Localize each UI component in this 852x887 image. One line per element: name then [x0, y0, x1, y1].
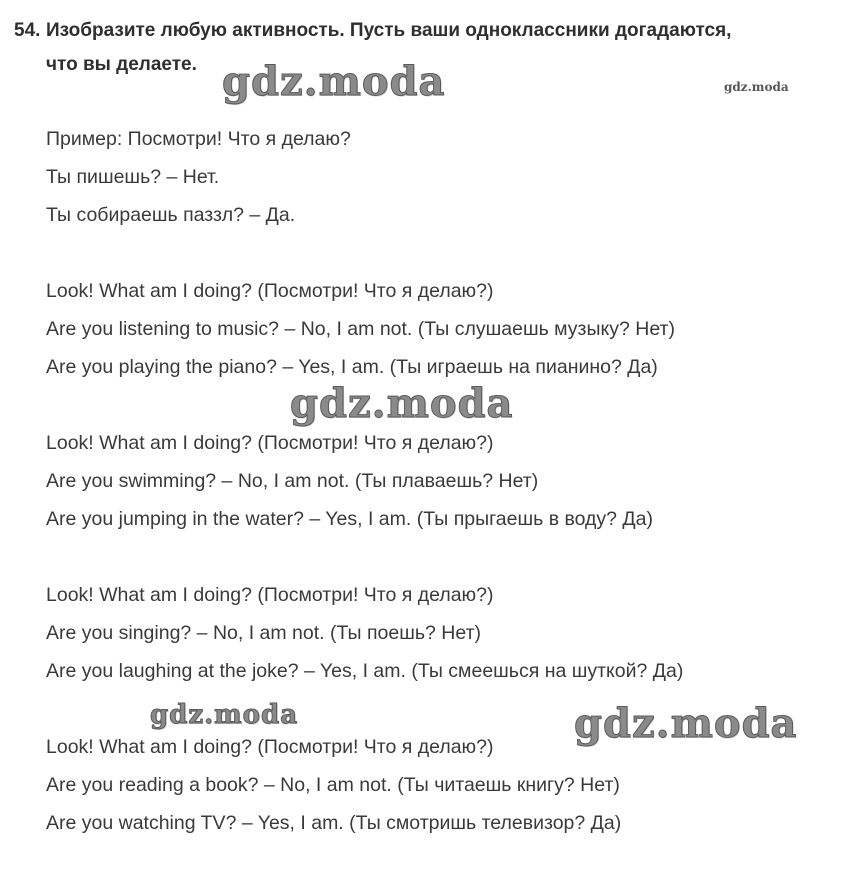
dialogue-line: Look! What am I doing? (Посмотри! Что я делаю?)	[46, 584, 494, 606]
dialogue-line: Look! What am I doing? (Посмотри! Что я делаю?)	[46, 280, 494, 302]
dialogue-line: Are you singing? – No, I am not. (Ты поешь? Нет)	[46, 622, 481, 644]
task-title-line2: что вы делаете.	[46, 54, 197, 75]
dialogue-line: Are you swimming? – No, I am not. (Ты плаваешь? Нет)	[46, 470, 539, 492]
task-title-line1: Изобразите любую активность. Пусть ваши одноклассники догадаются,	[46, 20, 732, 41]
dialogue-line: Are you playing the piano? – Yes, I am. (Ты играешь на пианино? Да)	[46, 356, 658, 378]
dialogue-line: Are you reading a book? – No, I am not. (Ты читаешь книгу? Нет)	[46, 774, 620, 796]
watermark-logo: gdz.moda	[290, 380, 514, 427]
dialogue-line: Look! What am I doing? (Посмотри! Что я делаю?)	[46, 736, 494, 758]
dialogue-line: Are you jumping in the water? – Yes, I am. (Ты прыгаешь в воду? Да)	[46, 508, 653, 530]
dialogue-line: Are you listening to music? – No, I am not. (Ты слушаешь музыку? Нет)	[46, 318, 675, 340]
task-number: 54.	[14, 20, 41, 41]
watermark-logo: gdz.moda	[574, 700, 798, 747]
example-line: Ты собираешь паззл? – Да.	[46, 204, 296, 226]
watermark-small: gdz.moda	[724, 80, 789, 94]
dialogue-line: Are you laughing at the joke? – Yes, I am. (Ты смеешься на шуткой? Да)	[46, 660, 684, 682]
dialogue-line: Are you watching TV? – Yes, I am. (Ты смотришь телевизор? Да)	[46, 812, 622, 834]
watermark-logo: gdz.moda	[222, 58, 446, 105]
watermark-logo: gdz.moda	[150, 700, 299, 730]
dialogue-line: Look! What am I doing? (Посмотри! Что я делаю?)	[46, 432, 494, 454]
example-line: Пример: Посмотри! Что я делаю?	[46, 128, 351, 150]
example-line: Ты пишешь? – Нет.	[46, 166, 220, 188]
